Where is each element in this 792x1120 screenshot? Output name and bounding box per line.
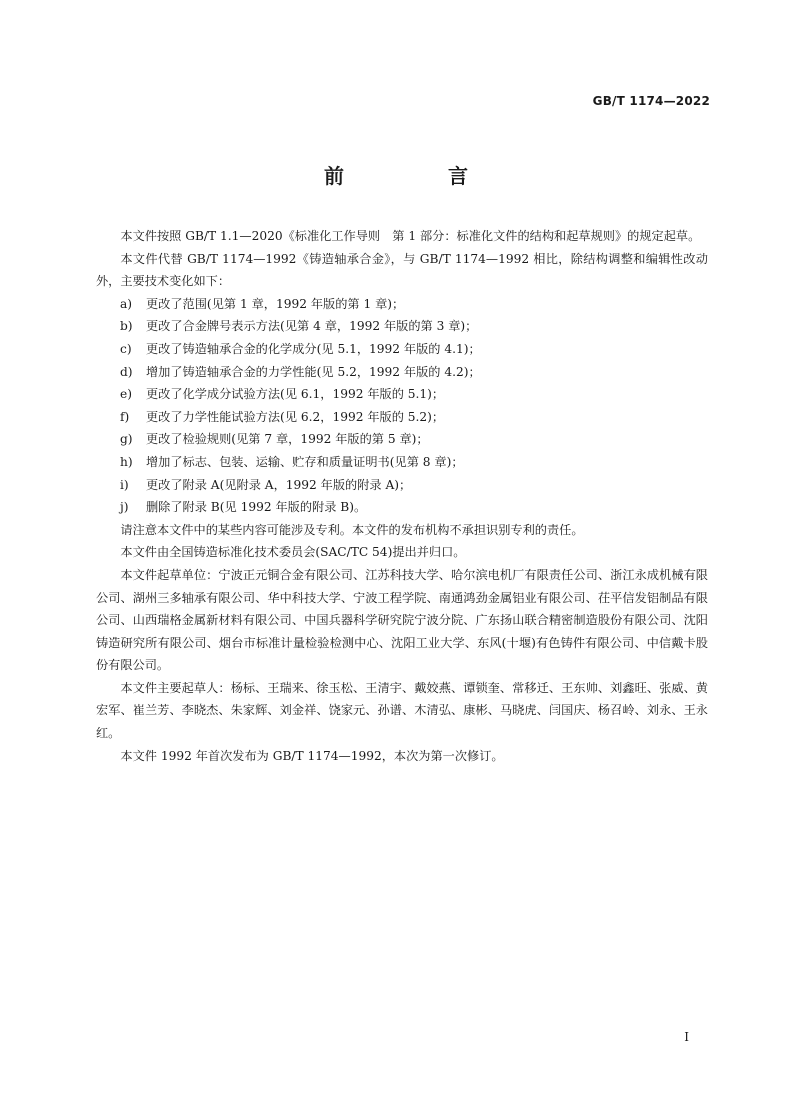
paragraph-proposer: 本文件由全国铸造标准化技术委员会(SAC/TC 54)提出并归口。: [120, 545, 466, 560]
item-text: 增加了标志、包装、运输、贮存和质量证明书(见第 8 章)；: [146, 454, 464, 469]
paragraph-drafting-units: 本文件起草单位：宁波正元铜合金有限公司、江苏科技大学、哈尔滨电机厂有限责任公司、浙江永成机械有限公司、湖州三多轴承有限公司、华中科技大学、宁波工程学院、南通鸿劲金属铝业有限公司、茌平信发铝制品有限公司、山西瑞格金属新材料有限公司、中国兵器科学研究院宁波分院、广东扬山联合精密制造股份有限公司、沈阳铸造研究所有限公司、烟台市标准计量检验检测中心、沈阳工业大学、东风(十堰)有色铸件有限公司、中信戴卡股份有限公司。: [96, 567, 708, 673]
item-text: 增加了铸造轴承合金的力学性能(见 5.2，1992 年版的 4.2)；: [146, 364, 481, 379]
change-item: [96, 361, 708, 384]
paragraph-history: 本文件 1992 年首次发布为 GB/T 1174—1992，本次为第一次修订。: [120, 748, 504, 763]
change-item: [96, 496, 708, 519]
item-marker: g): [120, 432, 133, 447]
item-text: 更改了合金牌号表示方法(见第 4 章，1992 年版的第 3 章)；: [146, 319, 478, 334]
item-text: 更改了化学成分试验方法(见 6.1，1992 年版的 5.1)；: [146, 387, 445, 402]
item-marker: c): [120, 341, 132, 356]
change-item: [96, 338, 708, 361]
item-text: 删除了附录 B(见 1992 年版的附录 B)。: [146, 500, 367, 515]
change-item: [96, 383, 708, 406]
change-item: [96, 474, 708, 497]
item-text: 更改了铸造轴承合金的化学成分(见 5.1，1992 年版的 4.1)；: [146, 341, 481, 356]
change-item: [96, 451, 708, 474]
change-item: [96, 428, 708, 451]
page-title: 前 言: [324, 164, 510, 188]
paragraph-drafting-rules: 本文件按照 GB/T 1.1—2020《标准化工作导则 第 1 部分：标准化文件的结构和起草规则》的规定起草。: [120, 229, 701, 243]
item-text: 更改了检验规则(见第 7 章，1992 年版的第 5 章)；: [146, 432, 429, 447]
item-marker: f): [120, 409, 130, 424]
item-marker: i): [120, 477, 129, 492]
paragraph-drafters: 本文件主要起草人：杨标、王瑞来、徐玉松、王清宇、戴姣燕、谭锁奎、常移迁、王东帅、刘鑫旺、张威、黄宏军、崔兰芳、李晓杰、朱家辉、刘金祥、饶家元、孙谱、木清弘、康彬、马晓虎、闫国庆、杨召岭、刘永、王永红。: [96, 680, 708, 741]
paragraph-replacement: 本文件代替 GB/T 1174—1992《铸造轴承合金》，与 GB/T 1174—1992 相比，除结构调整和编辑性改动外，主要技术变化如下：: [96, 251, 708, 289]
standard-code: GB/T 1174—2022: [592, 94, 710, 108]
change-item: [96, 293, 708, 316]
item-marker: a): [120, 296, 133, 311]
paragraph-patent-notice: 请注意本文件中的某些内容可能涉及专利。本文件的发布机构不承担识别专利的责任。: [120, 522, 584, 537]
item-text: 更改了附录 A(见附录 A，1992 年版的附录 A)；: [146, 477, 412, 492]
item-marker: d): [120, 364, 133, 379]
change-item: [96, 406, 708, 429]
page-number: I: [684, 1030, 689, 1044]
change-item: [96, 315, 708, 338]
item-text: 更改了范围(见第 1 章，1992 年版的第 1 章)；: [146, 296, 405, 311]
item-marker: h): [120, 454, 133, 469]
item-marker: b): [120, 319, 133, 334]
item-marker: e): [120, 387, 132, 402]
item-marker: j): [120, 500, 129, 515]
document-body: [96, 225, 708, 767]
item-text: 更改了力学性能试验方法(见 6.2，1992 年版的 5.2)；: [146, 409, 445, 424]
